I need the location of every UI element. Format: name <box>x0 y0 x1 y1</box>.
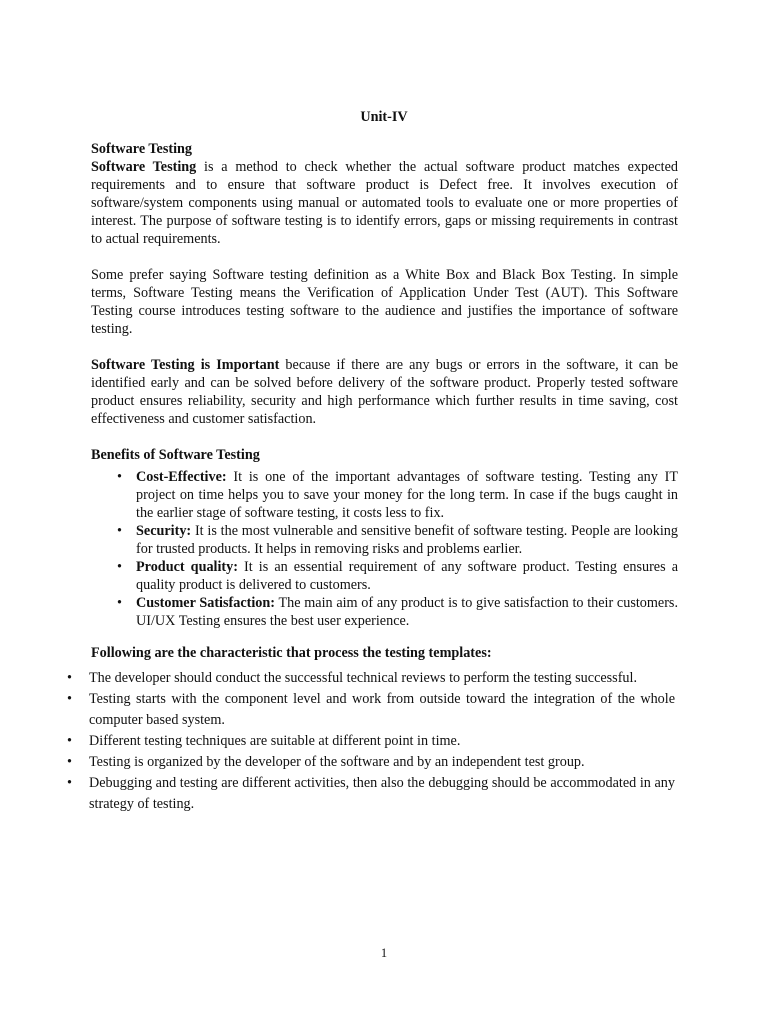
list-item-security <box>117 522 678 558</box>
benefit-term: Cost-Effective: <box>136 469 227 485</box>
bullet-icon: • <box>67 775 72 791</box>
document-body <box>67 140 679 815</box>
list-item-customer-satisfaction <box>117 594 679 630</box>
list-item-product-quality <box>117 558 678 594</box>
list-item <box>67 689 675 731</box>
list-item <box>67 773 675 815</box>
bullet-icon: • <box>117 469 122 485</box>
bullet-icon: • <box>117 523 122 539</box>
paragraph-importance-bold: Software Testing is Important <box>91 357 280 373</box>
benefit-text: It is an essential requirement of any software product. Testing ensures a quality product is delivered to customers. <box>136 559 678 593</box>
paragraph-importance <box>91 356 678 428</box>
paragraph-definition-text: is a method to check whether the actual software product matches expected requirements and to ensure that software product is Defect free. It involves execution of software/system components using manual or automated tools to evaluate one or more properties of interest. The purpose of software testing is to identify errors, gaps or missing requirements in contrast to actual requirements. <box>91 159 679 247</box>
paragraph-definition-bold: Software Testing <box>91 159 197 175</box>
bullet-icon: • <box>67 733 72 749</box>
section-heading-characteristics: Following are the characteristic that process the testing templates: <box>91 645 492 661</box>
paragraph-white-black-box: Some prefer saying Software testing definition as a White Box and Black Box Testing. In simple terms, Software Testing means the Verification of Application Under Test (AUT). This Software Testing course introduces testing software to the audience and justifies the importance of software testing. <box>91 267 678 337</box>
list-item-text: Testing starts with the component level and work from outside toward the integration of the whole computer based system. <box>89 691 675 728</box>
bullet-icon: • <box>67 670 72 686</box>
benefits-list <box>91 468 678 630</box>
bullet-icon: • <box>117 559 122 575</box>
bullet-icon: • <box>67 754 72 770</box>
list-item <box>67 731 675 752</box>
paragraph-definition <box>91 158 678 248</box>
list-item-text: Different testing techniques are suitable at different point in time. <box>89 733 461 749</box>
benefit-term: Security: <box>136 523 192 539</box>
list-item <box>67 668 675 689</box>
paragraph-importance-text: because if there are any bugs or errors in the software, it can be identified early and can be solved before delivery of the software product. Properly tested software product ensures reliability, security and high performance which further results in time saving, cost effectiveness and customer satisfaction. <box>91 357 678 427</box>
benefit-text: It is one of the important advantages of software testing. Testing any IT project on time helps you to save your money for the long term. In case if the bugs caught in the earlier stage of software testing, it costs less to fix. <box>136 469 678 521</box>
list-item-text: The developer should conduct the successful technical reviews to perform the testing successful. <box>89 670 638 686</box>
bullet-icon: • <box>67 691 72 707</box>
list-item-cost-effective <box>117 468 678 522</box>
list-item-text: Testing is organized by the developer of the software and by an independent test group. <box>89 754 585 770</box>
unit-title: Unit-IV <box>360 109 408 125</box>
characteristics-list <box>67 668 675 815</box>
section-heading-benefits: Benefits of Software Testing <box>91 447 260 463</box>
benefit-text: The main aim of any product is to give satisfaction to their customers. UI/UX Testing ensures the best user experience. <box>136 595 679 629</box>
list-item-text: Debugging and testing are different activities, then also the debugging should be accommodated in any strategy of testing. <box>89 775 675 812</box>
page-number: 1 <box>380 946 388 960</box>
section-heading-software-testing: Software Testing <box>91 141 193 157</box>
benefit-term: Customer Satisfaction: <box>136 595 276 611</box>
benefit-text: It is the most vulnerable and sensitive benefit of software testing. People are looking for trusted products. It helps in removing risks and problems earlier. <box>136 523 678 557</box>
benefit-term: Product quality: <box>136 559 238 575</box>
list-item <box>67 752 675 773</box>
bullet-icon: • <box>117 595 122 611</box>
